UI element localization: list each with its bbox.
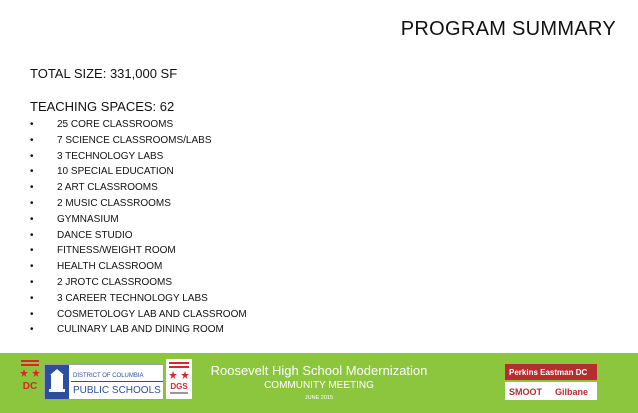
list-item (30, 307, 247, 323)
dc-logo (18, 357, 42, 393)
perkins-smoot-gilbane-logos (505, 364, 597, 404)
dgs-logo (166, 359, 192, 399)
list-item-label: CULINARY LAB AND DINING ROOM (57, 324, 224, 336)
list-item (30, 164, 247, 180)
teaching-spaces-heading: TEACHING SPACES: 62 (30, 99, 175, 114)
page-title: PROGRAM SUMMARY (400, 18, 616, 40)
list-item-label: 3 TECHNOLOGY LABS (57, 150, 164, 162)
list-item-label: COSMETOLOGY LAB AND CLASSROOM (57, 308, 247, 320)
bullet-icon: • (30, 213, 34, 225)
list-item (30, 259, 247, 275)
list-item (30, 196, 247, 212)
gilbane-text: Gilbane (555, 387, 589, 397)
bullet-icon: • (30, 308, 34, 320)
footer-title: Roosevelt High School Modernization (210, 363, 428, 378)
list-item (30, 228, 247, 244)
footer-text-block (194, 363, 444, 404)
bullet-icon: • (30, 261, 34, 273)
dcps-logo (44, 364, 164, 400)
bullet-icon: • (30, 197, 34, 209)
list-item-label: HEALTH CLASSROOM (57, 261, 163, 273)
bullet-icon: • (30, 276, 34, 288)
list-item-label: 25 CORE CLASSROOMS (57, 119, 174, 130)
list-item-label: 7 SCIENCE CLASSROOMS/LABS (57, 134, 212, 146)
total-size-text: TOTAL SIZE: 331,000 SF (30, 66, 178, 81)
list-item-label: 3 CAREER TECHNOLOGY LABS (57, 292, 208, 304)
smoot-text: SMOOT (509, 387, 542, 397)
footer-date: JUNE 2015 (304, 395, 334, 401)
bullet-icon: • (30, 119, 34, 130)
list-item (30, 322, 247, 338)
dcps-logo-line1: DISTRICT OF COLUMBIA (73, 373, 144, 379)
list-item (30, 180, 247, 196)
list-item (30, 133, 247, 149)
list-item-label: 2 JROTC CLASSROOMS (57, 276, 173, 288)
list-item (30, 291, 247, 307)
list-item-label: 10 SPECIAL EDUCATION (57, 166, 174, 178)
list-item (30, 275, 247, 291)
list-item-label: DANCE STUDIO (57, 229, 133, 241)
bullet-icon: • (30, 150, 34, 162)
dcps-logo-line2: PUBLIC SCHOOLS (73, 385, 161, 396)
bullet-icon: • (30, 229, 34, 241)
list-item-label: 2 MUSIC CLASSROOMS (57, 197, 171, 209)
list-item-label: FITNESS/WEIGHT ROOM (57, 245, 176, 257)
bullet-icon: • (30, 245, 34, 257)
program-list (30, 117, 247, 338)
list-item (30, 149, 247, 165)
bullet-icon: • (30, 134, 34, 146)
list-item (30, 243, 247, 259)
dc-logo-text: DC (22, 381, 38, 392)
bullet-icon: • (30, 292, 34, 304)
footer-subtitle: COMMUNITY MEETING (264, 380, 374, 391)
list-item (30, 117, 247, 133)
list-item (30, 212, 247, 228)
perkins-eastman-text: Perkins Eastman DC (509, 368, 588, 377)
bullet-icon: • (30, 166, 34, 178)
list-item-label: 2 ART CLASSROOMS (57, 182, 158, 194)
list-item-label: GYMNASIUM (57, 213, 119, 225)
bullet-icon: • (30, 182, 34, 194)
dgs-logo-text: DGS (170, 382, 188, 391)
bullet-icon: • (30, 324, 34, 336)
